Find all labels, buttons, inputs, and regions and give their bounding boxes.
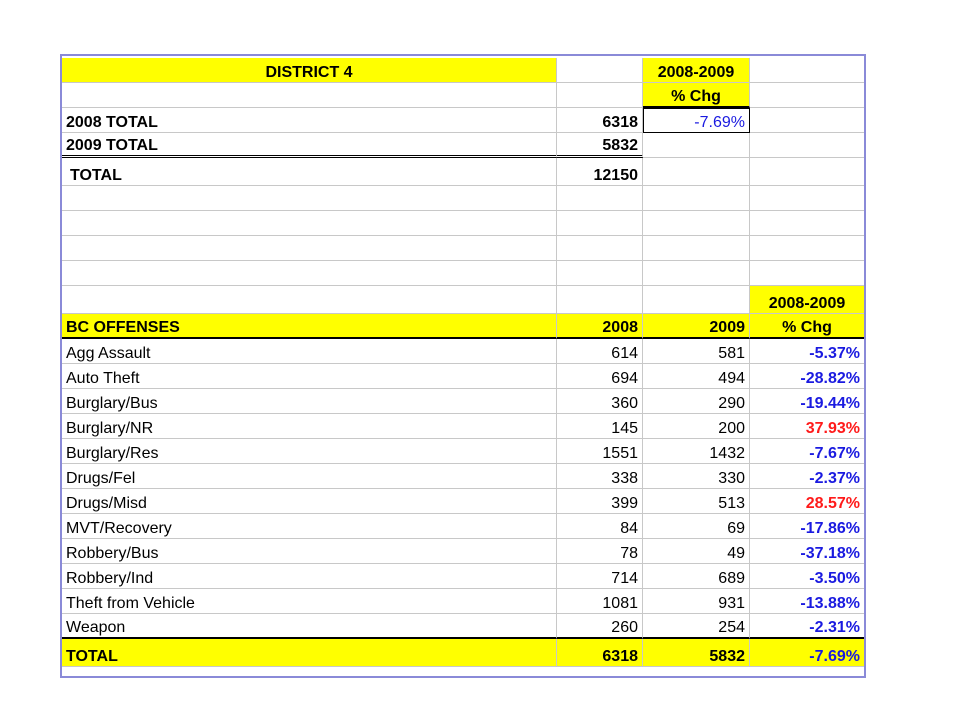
offense-row bbox=[62, 364, 864, 389]
offense-2008[interactable]: 694 bbox=[557, 364, 643, 389]
summary-value[interactable]: 5832 bbox=[557, 133, 643, 158]
offense-2008[interactable]: 714 bbox=[557, 564, 643, 589]
grand-total-label[interactable]: TOTAL bbox=[62, 639, 557, 667]
grand-total-2009[interactable]: 5832 bbox=[643, 639, 750, 667]
offense-label[interactable]: Agg Assault bbox=[62, 339, 557, 364]
offense-pct[interactable]: 37.93% bbox=[750, 414, 864, 439]
col-2009-header[interactable]: 2009 bbox=[643, 314, 750, 339]
empty-cell[interactable] bbox=[557, 58, 643, 83]
offense-2009[interactable]: 69 bbox=[643, 514, 750, 539]
offense-row bbox=[62, 414, 864, 439]
offense-2008[interactable]: 1081 bbox=[557, 589, 643, 614]
empty-cell[interactable] bbox=[643, 211, 750, 236]
offense-2009[interactable]: 931 bbox=[643, 589, 750, 614]
offense-2009[interactable]: 290 bbox=[643, 389, 750, 414]
offense-pct[interactable]: -5.37% bbox=[750, 339, 864, 364]
empty-cell[interactable] bbox=[557, 286, 643, 314]
offense-label[interactable]: Theft from Vehicle bbox=[62, 589, 557, 614]
offense-2008[interactable]: 338 bbox=[557, 464, 643, 489]
empty-cell[interactable] bbox=[643, 286, 750, 314]
title-row bbox=[62, 58, 864, 83]
offense-2009[interactable]: 494 bbox=[643, 364, 750, 389]
empty-row bbox=[62, 186, 864, 211]
offense-2009[interactable]: 513 bbox=[643, 489, 750, 514]
summary-pct[interactable]: -7.69% bbox=[643, 108, 750, 133]
empty-cell[interactable] bbox=[557, 186, 643, 211]
empty-cell[interactable] bbox=[750, 211, 864, 236]
empty-cell[interactable] bbox=[557, 261, 643, 286]
offense-row bbox=[62, 589, 864, 614]
empty-cell[interactable] bbox=[643, 261, 750, 286]
offense-row bbox=[62, 514, 864, 539]
empty-cell[interactable] bbox=[557, 236, 643, 261]
offense-row bbox=[62, 614, 864, 639]
empty-cell[interactable] bbox=[750, 186, 864, 211]
empty-cell[interactable] bbox=[643, 133, 750, 158]
offense-2009[interactable]: 689 bbox=[643, 564, 750, 589]
offense-row bbox=[62, 464, 864, 489]
offense-label[interactable]: Robbery/Ind bbox=[62, 564, 557, 589]
offense-2009[interactable]: 49 bbox=[643, 539, 750, 564]
empty-cell[interactable] bbox=[750, 58, 864, 83]
offense-pct[interactable]: -7.67% bbox=[750, 439, 864, 464]
offense-col-label[interactable]: BC OFFENSES bbox=[62, 314, 557, 339]
offense-row bbox=[62, 439, 864, 464]
offense-label[interactable]: Burglary/Res bbox=[62, 439, 557, 464]
empty-cell[interactable] bbox=[750, 261, 864, 286]
offense-2009[interactable]: 254 bbox=[643, 614, 750, 639]
empty-cell[interactable] bbox=[750, 133, 864, 158]
district-title[interactable]: DISTRICT 4 bbox=[62, 58, 557, 83]
offense-label[interactable]: MVT/Recovery bbox=[62, 514, 557, 539]
offense-row bbox=[62, 539, 864, 564]
offense-2008[interactable]: 614 bbox=[557, 339, 643, 364]
offense-row bbox=[62, 389, 864, 414]
offense-label[interactable]: Auto Theft bbox=[62, 364, 557, 389]
offense-2009[interactable]: 1432 bbox=[643, 439, 750, 464]
offense-2008[interactable]: 145 bbox=[557, 414, 643, 439]
empty-cell[interactable] bbox=[557, 211, 643, 236]
offense-2008[interactable]: 78 bbox=[557, 539, 643, 564]
summary-label[interactable]: 2008 TOTAL bbox=[62, 108, 557, 133]
offense-label[interactable]: Robbery/Bus bbox=[62, 539, 557, 564]
spreadsheet-table bbox=[60, 54, 866, 678]
offense-header-row bbox=[62, 314, 864, 339]
subheader-row bbox=[62, 83, 864, 108]
offense-label[interactable]: Drugs/Fel bbox=[62, 464, 557, 489]
empty-cell[interactable] bbox=[750, 236, 864, 261]
offense-2008[interactable]: 84 bbox=[557, 514, 643, 539]
empty-cell[interactable] bbox=[643, 186, 750, 211]
col-2008-header[interactable]: 2008 bbox=[557, 314, 643, 339]
grand-total-row bbox=[62, 639, 864, 667]
offense-label[interactable]: Burglary/NR bbox=[62, 414, 557, 439]
offense-2008[interactable]: 360 bbox=[557, 389, 643, 414]
offense-row bbox=[62, 564, 864, 589]
empty-cell[interactable] bbox=[62, 186, 557, 211]
grand-total-pct[interactable]: -7.69% bbox=[750, 639, 864, 667]
offense-pct[interactable]: -37.18% bbox=[750, 539, 864, 564]
offense-2009[interactable]: 581 bbox=[643, 339, 750, 364]
offense-2008[interactable]: 260 bbox=[557, 614, 643, 639]
offense-pct[interactable]: -13.88% bbox=[750, 589, 864, 614]
offense-row bbox=[62, 489, 864, 514]
empty-cell[interactable] bbox=[62, 83, 557, 108]
offense-2008[interactable]: 399 bbox=[557, 489, 643, 514]
empty-cell[interactable] bbox=[62, 211, 557, 236]
grand-total-2008[interactable]: 6318 bbox=[557, 639, 643, 667]
empty-cell[interactable] bbox=[643, 236, 750, 261]
summary-row bbox=[62, 158, 864, 186]
offense-pct[interactable]: -19.44% bbox=[750, 389, 864, 414]
empty-row bbox=[62, 236, 864, 261]
offense-2008[interactable]: 1551 bbox=[557, 439, 643, 464]
offense-pct[interactable]: -2.37% bbox=[750, 464, 864, 489]
empty-cell[interactable] bbox=[62, 261, 557, 286]
summary-row bbox=[62, 108, 864, 133]
offense-pct-header-line1[interactable]: 2008-2009 bbox=[750, 286, 864, 314]
summary-value[interactable]: 6318 bbox=[557, 108, 643, 133]
empty-cell[interactable] bbox=[750, 83, 864, 108]
empty-row bbox=[62, 211, 864, 236]
pct-header-line1[interactable]: 2008-2009 bbox=[643, 58, 750, 83]
empty-cell[interactable] bbox=[750, 108, 864, 133]
offense-header-row bbox=[62, 286, 864, 314]
offense-2009[interactable]: 200 bbox=[643, 414, 750, 439]
summary-row bbox=[62, 133, 864, 158]
empty-cell[interactable] bbox=[62, 236, 557, 261]
empty-cell[interactable] bbox=[62, 286, 557, 314]
offense-row bbox=[62, 339, 864, 364]
summary-label[interactable]: 2009 TOTAL bbox=[62, 133, 557, 158]
empty-cell[interactable] bbox=[750, 158, 864, 186]
offense-label[interactable]: Weapon bbox=[62, 614, 557, 639]
empty-row bbox=[62, 261, 864, 286]
offense-pct-header-line2[interactable]: % Chg bbox=[750, 314, 864, 339]
offense-pct[interactable]: -17.86% bbox=[750, 514, 864, 539]
pct-header-line2[interactable]: % Chg bbox=[643, 83, 750, 108]
offense-pct[interactable]: -2.31% bbox=[750, 614, 864, 639]
offense-2009[interactable]: 330 bbox=[643, 464, 750, 489]
summary-value[interactable]: 12150 bbox=[557, 158, 643, 186]
offense-pct[interactable]: -28.82% bbox=[750, 364, 864, 389]
offense-label[interactable]: Burglary/Bus bbox=[62, 389, 557, 414]
empty-cell[interactable] bbox=[557, 83, 643, 108]
summary-label[interactable]: TOTAL bbox=[62, 158, 557, 186]
empty-cell[interactable] bbox=[643, 158, 750, 186]
offense-pct[interactable]: 28.57% bbox=[750, 489, 864, 514]
offense-pct[interactable]: -3.50% bbox=[750, 564, 864, 589]
offense-label[interactable]: Drugs/Misd bbox=[62, 489, 557, 514]
